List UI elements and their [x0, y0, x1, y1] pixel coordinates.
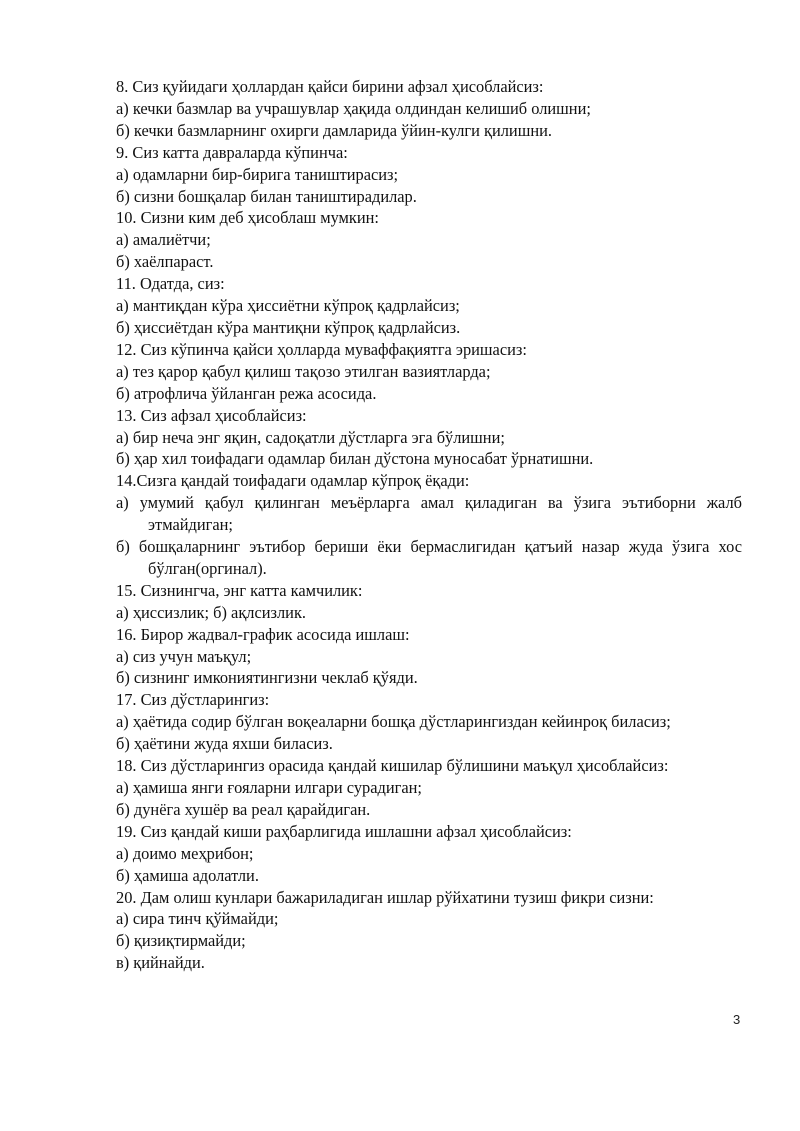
answer-option: б) сизни бошқалар билан таништирадилар.	[116, 186, 417, 206]
answer-option: а) кечки базмлар ва учрашувлар ҳақида олдиндан келишиб олишни;	[116, 98, 591, 118]
question-block-17	[116, 689, 742, 755]
answer-option: а) мантиқдан кўра ҳиссиётни кўпроқ қадрлайсиз;	[116, 296, 460, 316]
answer-option: б) қизиқтирмайди;	[116, 931, 246, 951]
answer-option: а) ҳамиша янги ғояларни илгари сурадиган;	[116, 778, 422, 797]
answer-option: б) кечки базмларнинг охирги дамларида ўйин-кулги қилишни.	[116, 120, 552, 140]
answer-option: а) ҳиссизлик; б) ақлсизлик.	[116, 602, 307, 622]
answer-option: а) амалиётчи;	[116, 230, 211, 250]
question-block-8	[116, 76, 742, 142]
question-text: 9. Сиз катта давраларда кўпинча:	[116, 142, 348, 162]
question-block-12	[116, 339, 742, 405]
question-block-13	[116, 405, 742, 471]
answer-option: б) атрофлича ўйланган режа асосида.	[116, 383, 377, 403]
question-block-15	[116, 580, 742, 624]
answer-option: б) бошқаларнинг эътибор бериши ёки бермаслигидан қатъий назар жуда ўзига хос бўлган(оргинал).	[116, 537, 742, 578]
question-block-18	[116, 755, 742, 821]
answer-option: а) одамларни бир-бирига таништирасиз;	[116, 164, 399, 184]
answer-option: б) ҳиссиётдан кўра мантиқни кўпроқ қадрлайсиз.	[116, 317, 461, 337]
question-text: 20. Дам олиш кунлари бажариладиган ишлар рўйхатини тузиш фикри сизни:	[116, 887, 654, 907]
answer-option: б) хаёлпараст.	[116, 252, 214, 272]
answer-option: б) дунёга хушёр ва реал қарайдиган.	[116, 799, 371, 819]
answer-option: а) сиз учун маъқул;	[116, 646, 252, 666]
answer-option: а) доимо меҳрибон;	[116, 843, 254, 863]
answer-option: б) ҳаётини жуда яхши биласиз.	[116, 734, 333, 754]
question-block-11	[116, 273, 742, 339]
answer-option: а) ҳаётида содир бўлган воқеаларни бошқа дўстларингиздан кейинроқ биласиз;	[116, 712, 671, 732]
question-text: 17. Сиз дўстларингиз:	[116, 690, 270, 710]
question-text: 8. Сиз қуйидаги ҳоллардан қайси бирини афзал ҳисоблайсиз:	[116, 77, 544, 96]
question-text: 13. Сиз афзал ҳисоблайсиз:	[116, 405, 307, 425]
answer-option: в) қийнайди.	[116, 953, 205, 973]
answer-option: а) умумий қабул қилинган меъёрларга амал қиладиган ва ўзига эътиборни жалб этмайдиган;	[116, 493, 742, 535]
question-block-19	[116, 821, 742, 887]
question-text: 15. Сизнингча, энг катта камчилик:	[116, 580, 363, 600]
question-block-9	[116, 142, 742, 208]
questionnaire-body	[116, 76, 742, 974]
question-text: 10. Сизни ким деб ҳисоблаш мумкин:	[116, 208, 379, 228]
question-block-20	[116, 887, 742, 975]
question-text: 18. Сиз дўстларингиз орасида қандай кишилар бўлишини маъқул ҳисоблайсиз:	[116, 756, 669, 776]
question-text: 11. Одатда, сиз:	[116, 274, 225, 294]
question-block-16	[116, 624, 742, 690]
answer-option: б) ҳар хил тоифадаги одамлар билан дўстона муносабат ўрнатишни.	[116, 449, 594, 469]
question-text: 14.Сизга қандай тоифадаги одамлар кўпроқ ёқади:	[116, 471, 470, 491]
question-text: 16. Бирор жадвал-график асосида ишлаш:	[116, 624, 410, 644]
question-block-14	[116, 470, 742, 580]
question-block-10	[116, 207, 742, 273]
answer-option: б) ҳамиша адолатли.	[116, 865, 259, 885]
answer-option: а) сира тинч қўймайди;	[116, 909, 279, 929]
question-text: 19. Сиз қандай киши раҳбарлигида ишлашни афзал ҳисоблайсиз:	[116, 821, 572, 841]
answer-option: а) тез қарор қабул қилиш тақозо этилган вазиятларда;	[116, 361, 491, 381]
answer-option: б) сизнинг имкониятингизни чеклаб қўяди.	[116, 668, 418, 688]
question-text: 12. Сиз кўпинча қайси ҳолларда муваффақиятга эришасиз:	[116, 339, 527, 359]
answer-option: а) бир неча энг яқин, садоқатли дўстларга эга бўлишни;	[116, 427, 505, 447]
page-number: 3	[733, 1012, 741, 1027]
